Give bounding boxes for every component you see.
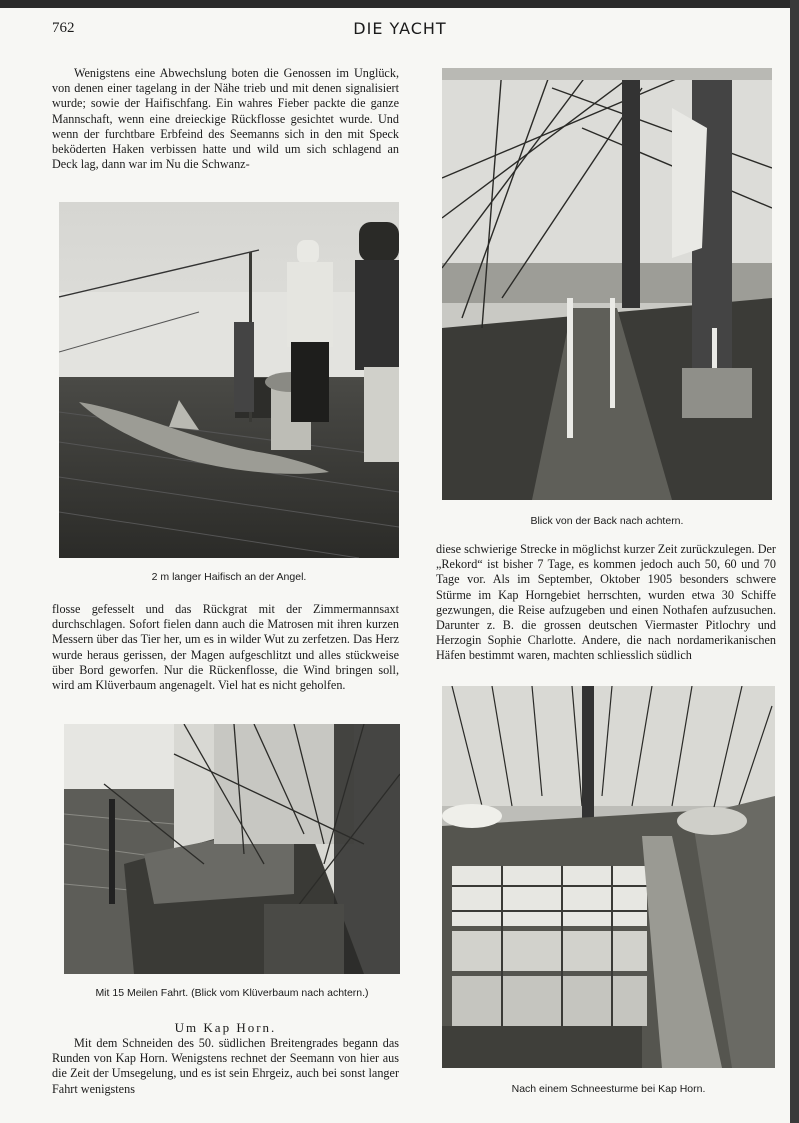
scan-top-edge (0, 0, 799, 8)
photo-caption-bowsprit: Mit 15 Meilen Fahrt. (Blick vom Klüverbaum nach achtern.) (95, 987, 369, 999)
page-number: 762 (52, 20, 75, 36)
body-paragraph-left-1: Wenigstens eine Abwechslung boten die Genossen im Unglück, von denen einer tagelang in der Nähe trieb und mit denen signalisiert wurde; sowie der Haifischfang. Ein wahres Fieber packte die ganze Mannschaft, wenn eine dreieckige Rückflosse gesichtet wurde. Und wenn der furchtbare Erbfeind des Seemanns sich in den mit Speck beköderten Haken verbissen hatte und wild um sich schlagend an Deck lag, dann war im Nu die Schwanz- (52, 66, 399, 172)
body-paragraph-right-1: diese schwierige Strecke in möglichst kurzer Zeit zurückzulegen. Der „Rekord“ ist bisher 7 Tage, es kommen jedoch auch 50, 60 und 70 Tage vor. Als im September, Oktober 1905 besonders schwere Stürme im Kap Horngebiet herrschten, wurden etwa 30 Schiffe gezwungen, die Reise aufzugeben und einen Nothafen aufzusuchen. Darunter z. B. die grossen deutschen Viermaster Pitlochry und Herzogin Sophie Charlotte. Andere, die nach nordamerikanischen Häfen bestimmt waren, machten schliesslich südlich (436, 542, 776, 663)
scan-right-edge (790, 0, 799, 1123)
photo-caption-forecastle: Blick von der Back nach achtern. (530, 515, 684, 527)
body-paragraph-left-3: Mit dem Schneiden des 50. südlichen Breitengrades begann das Runden von Kap Horn. Wenigstens rechnet der Seemann von hier aus die Zeit der Umsegelung, und es ist sein Ehrgeiz, auch bei sonst langer Fahrt wenigstens (52, 1036, 399, 1096)
photo-caption-snowstorm: Nach einem Schneesturme bei Kap Horn. (511, 1083, 706, 1095)
body-paragraph-left-2: flosse gefesselt und das Rückgrat mit der Zimmermannsaxt durchschlagen. Sofort fielen dann auch die Matrosen mit ihren kurzen Messern über das Tier her, um es in wilder Wut zu zerfetzen. Das Herz wurde heraus gerissen, der Magen aufgeschlitzt und alles stückweise über Bord geworfen. Nur die Rückenflosse, die Wind bringen soll, wird am Klüverbaum angenagelt. Viel hat es nicht geholfen. (52, 602, 399, 693)
photo-bowsprit-view (64, 724, 400, 974)
photo-view-from-forecastle (442, 68, 772, 500)
photo-caption-shark: 2 m langer Haifisch an der Angel. (151, 571, 307, 583)
photo-shark-on-deck (59, 202, 399, 558)
journal-title: DIE YACHT (353, 19, 447, 38)
section-heading: Um Kap Horn. (174, 1020, 277, 1035)
photo-after-snowstorm (442, 686, 775, 1068)
